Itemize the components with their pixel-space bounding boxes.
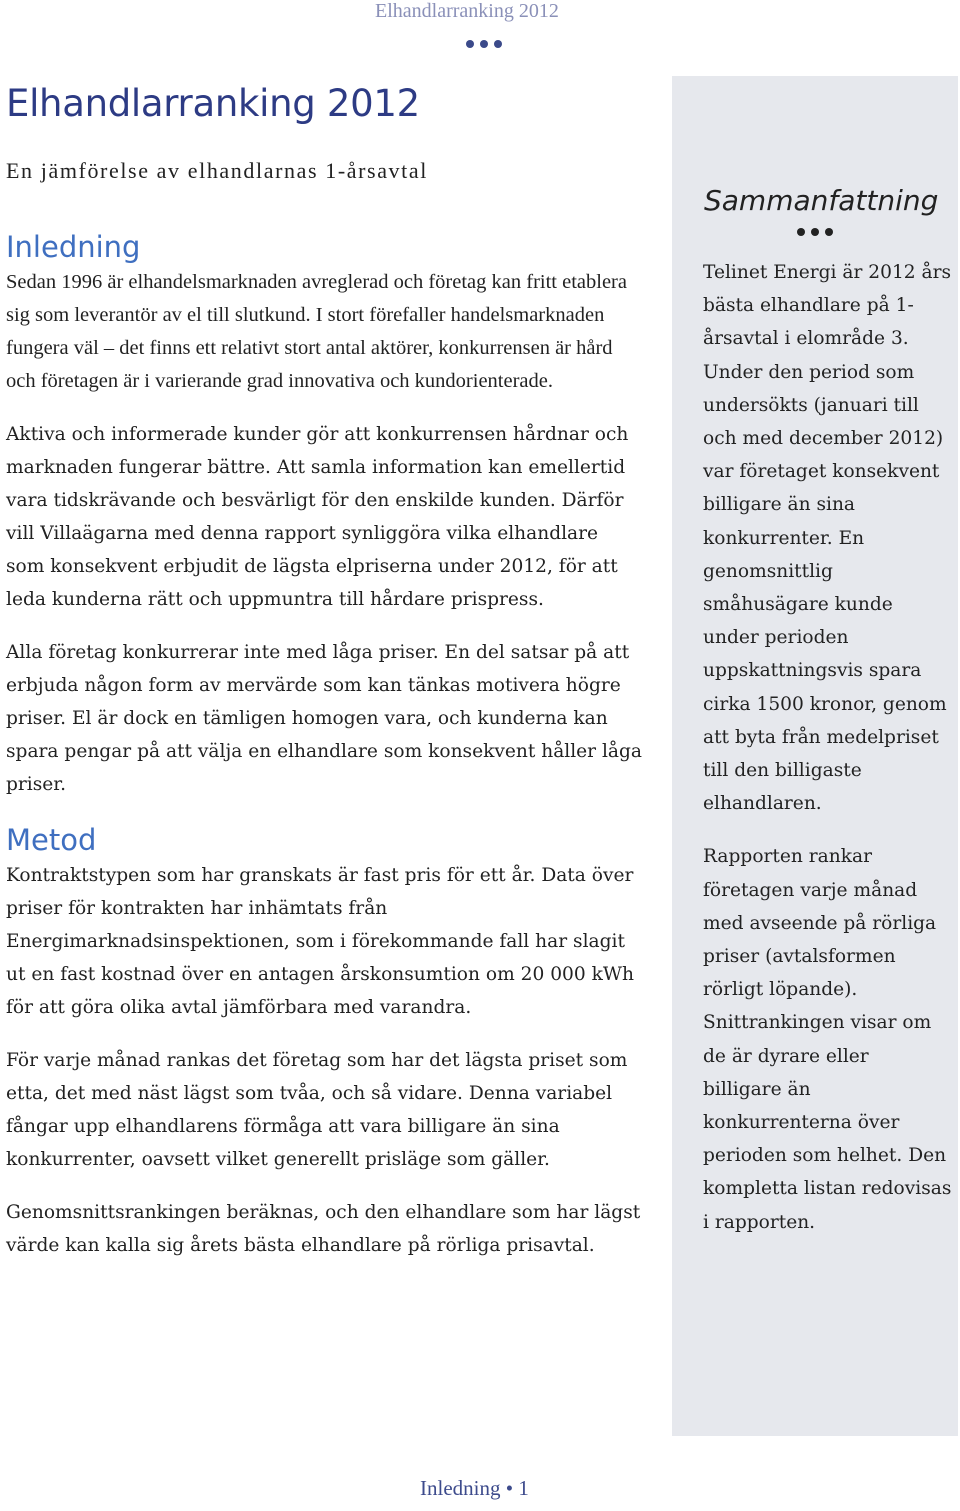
paragraph: Alla företag konkurrerar inte med låga priser. En del satsar på att erbjuda någon form av mervärde som kan tänkas motivera högre priser. El är dock en tämligen homogen vara, och kunderna kan spara pengar på att välja en elhandlare som konsekvent håller låga priser. <box>6 642 643 795</box>
paragraph: För varje månad rankas det företag som har det lägsta priset som etta, det med näst lägst som tvåa, och så vidare. Denna variabel fångar upp elhandlarens förmåga att vara billigare än sina konkurrenter, oavsett vilket generellt prisläge som gäller. <box>6 1050 628 1170</box>
running-header-title: Elhandlarranking 2012 <box>375 0 559 22</box>
header-dots-ornament <box>466 40 502 48</box>
paragraph: Genomsnittsrankingen beräknas, och den elhandlare som har lägst värde kan kalla sig årets bästa elhandlare på rörliga prisavtal. <box>6 1202 641 1256</box>
page-title: Elhandlarranking 2012 <box>6 82 420 125</box>
section-heading-metod: Metod <box>6 823 97 857</box>
footer-section-name: Inledning <box>420 1476 501 1500</box>
paragraph: Sedan 1996 är elhandelsmarknaden avreglerad och företag kan fritt etablera sig som leverantör av el till slutkund. I stort förefaller handelsmarknaden fungera väl – det finns ett relativt stort antal aktörer, konkurrensen är hård och företagen är i varierande grad innovativa och kundorienterade. <box>6 271 627 392</box>
page-number: 1 <box>518 1476 529 1500</box>
dot-icon <box>466 40 474 48</box>
dot-icon <box>825 228 833 236</box>
dot-icon <box>811 228 819 236</box>
footer-separator: • <box>505 1476 514 1500</box>
sidebar-paragraph: Rapporten rankar företagen varje månad med avseende på rörliga priser (avtalsformen rörligt löpande). Snittrankingen visar om de är dyrare eller billigare än konkurrenterna över perioden som helhet. Den kompletta listan redovisas i rapporten. <box>703 846 952 1233</box>
dot-icon <box>494 40 502 48</box>
dot-icon <box>480 40 488 48</box>
paragraph: Aktiva och informerade kunder gör att konkurrensen hårdnar och marknaden fungerar bättre. Att samla information kan emellertid vara tidskrävande och besvärligt för den enskilde kunden. Därför vill Villaägarna med denna rapport synliggöra vilka elhandlare som konsekvent erbjudit de lägsta elpriserna under 2012, för att leda kunderna rätt och uppmuntra till hårdare prispress. <box>6 424 629 610</box>
main-content <box>6 228 642 1282</box>
page-footer <box>420 1476 529 1501</box>
sidebar-paragraph: Telinet Energi är 2012 års bästa elhandlare på 1-årsavtal i elområde 3. Under den period som undersökts (januari till och med december 2012) var företaget konsekvent billigare än sina konkurrenter. En genomsnittlig småhusägare kunde under perioden uppskattningsvis spara cirka 1500 kronor, genom att byta från medelpriset till den billigaste elhandlaren. <box>703 262 952 815</box>
sidebar-body <box>703 256 953 1259</box>
sidebar-dots-ornament <box>797 228 833 236</box>
paragraph: Kontraktstypen som har granskats är fast pris för ett år. Data över priser för kontrakten har inhämtats från Energimarknadsinspektionen, som i förekommande fall har slagit ut en fast kostnad över en antagen årskonsumtion om 20 000 kWh för att göra olika avtal jämförbara med varandra. <box>6 865 634 1018</box>
sidebar-heading: Sammanfattning <box>704 184 939 217</box>
page-subtitle: En jämförelse av elhandlarnas 1-årsavtal <box>6 158 428 183</box>
section-heading-inledning: Inledning <box>6 230 141 264</box>
summary-sidebar <box>672 76 958 1436</box>
dot-icon <box>797 228 805 236</box>
